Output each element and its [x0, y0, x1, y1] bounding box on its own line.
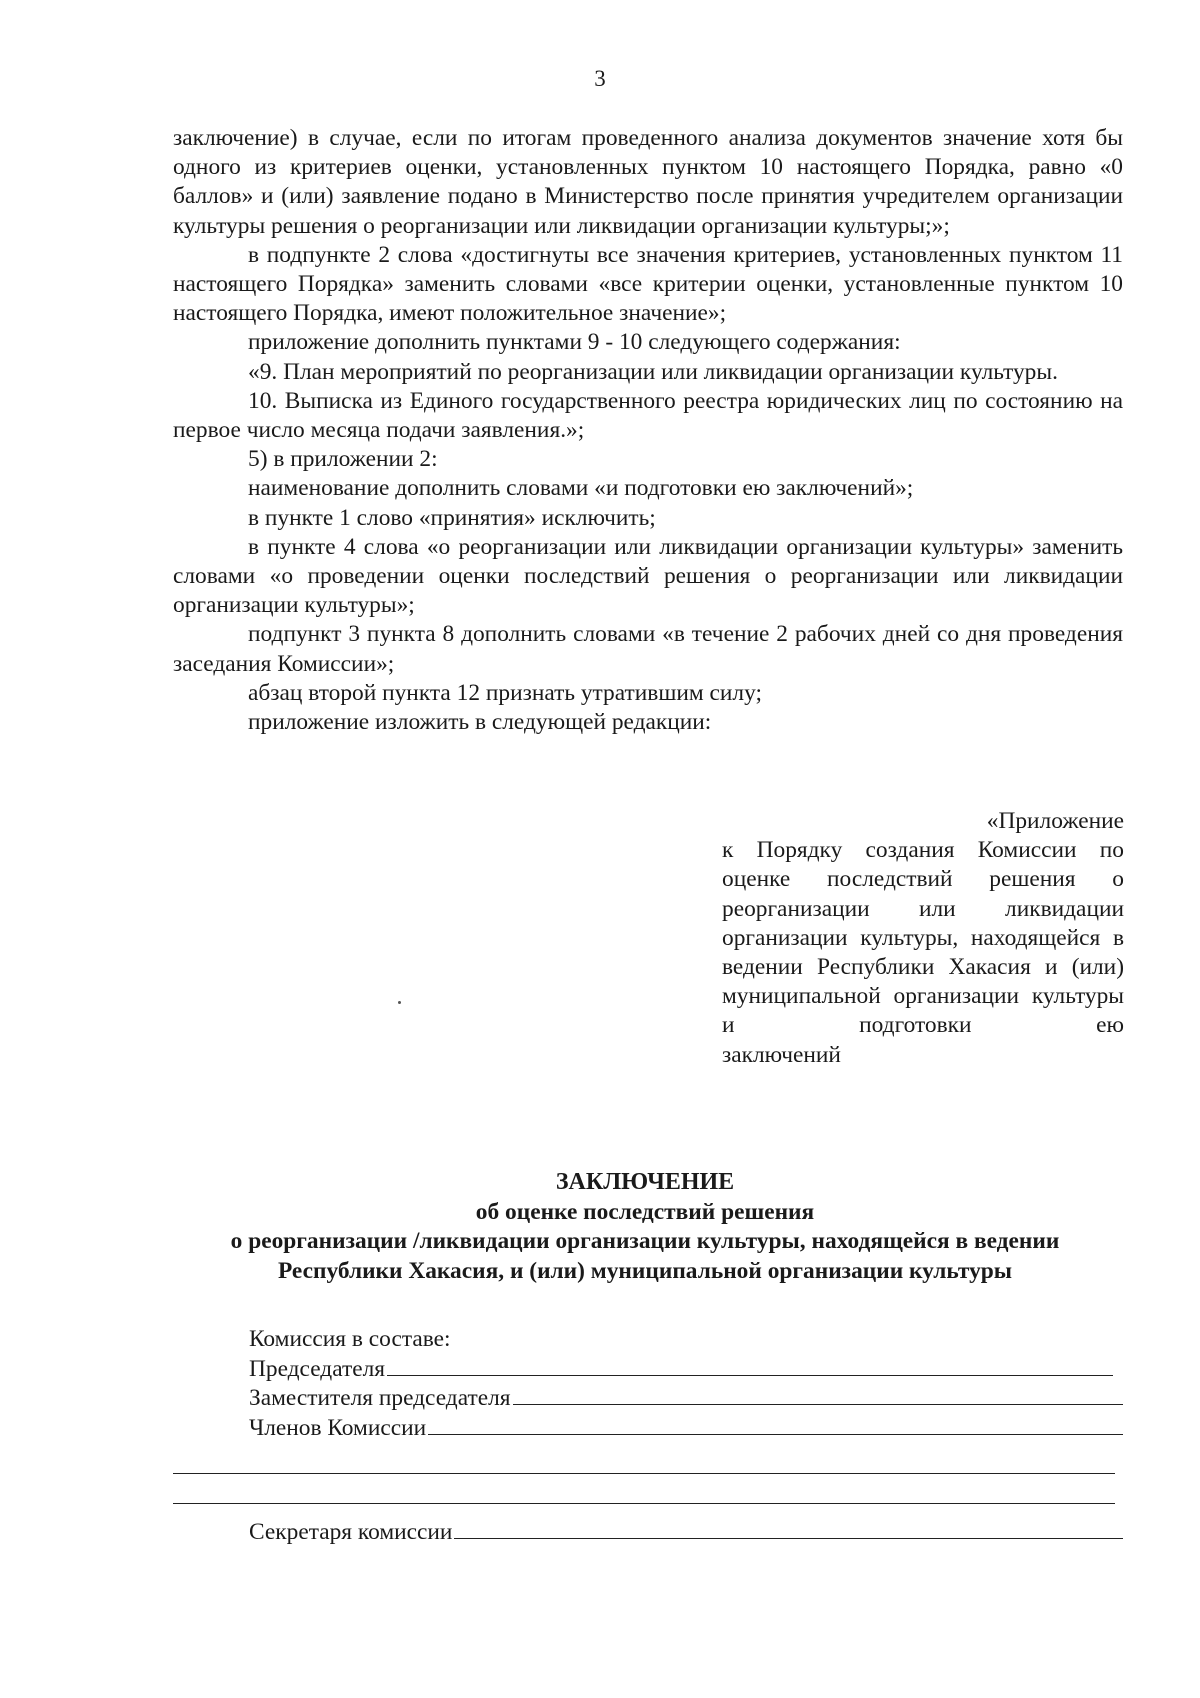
secretary-label: Секретаря комиссии: [249, 1519, 453, 1545]
paragraph-9: в пункте 4 слова «о реорганизации или ликвидации организации культуры» заменить словами «о проведении оценки последствий решения о реорганизации или ликвидации организации культуры»;: [173, 533, 1123, 619]
appendix-heading: «Приложение: [986, 808, 1124, 834]
body-text: [173, 124, 1123, 737]
appendix-body: к Порядку создания Комиссии по оценке последствий решения о реорганизации или ликвидации организации культуры, находящейся в ведении Республики Хакасия и (или) муниципальной организации культуры и подготовки ею: [722, 837, 1124, 1039]
paragraph-4: «9. План мероприятий по реорганизации или ликвидации организации культуры.: [248, 358, 1058, 385]
conclusion-title: ЗАКЛЮЧЕНИЕ: [555, 1169, 735, 1195]
commission-label: Комиссия в составе:: [249, 1326, 451, 1352]
secretary-field[interactable]: [454, 1518, 1123, 1539]
chairman-field[interactable]: [387, 1355, 1113, 1376]
paragraph-6: 5) в приложении 2:: [248, 446, 438, 473]
appendix-note: [722, 807, 1124, 1070]
conclusion-heading: [160, 1168, 1130, 1286]
paragraph-10: подпункт 3 пункта 8 дополнить словами «в течение 2 рабочих дней со дня проведения заседания Комиссии»;: [173, 621, 1123, 677]
conclusion-subtitle-2: о реорганизации /ликвидации организации культуры, находящейся в ведении: [230, 1228, 1060, 1254]
paragraph-12: приложение изложить в следующей редакции:: [248, 709, 712, 736]
paragraph-11: абзац второй пункта 12 признать утратившим силу;: [248, 679, 762, 706]
members-field[interactable]: [428, 1414, 1123, 1435]
members-extra-line-2[interactable]: [173, 1474, 1115, 1505]
paragraph-5: 10. Выписка из Единого государственного реестра юридических лиц по состоянию на первое число месяца подачи заявления.»;: [173, 387, 1123, 444]
members-label: Членов Комиссии: [249, 1414, 427, 1441]
page-number: 3: [594, 66, 606, 91]
chairman-row: [249, 1355, 1123, 1385]
conclusion-subtitle-1: об оценке последствий решения: [475, 1198, 815, 1225]
members-extra-line-1[interactable]: [173, 1443, 1115, 1474]
deputy-label: Заместителя председателя: [249, 1385, 511, 1411]
paragraph-3: приложение дополнить пунктами 9 - 10 следующего содержания:: [248, 329, 901, 356]
secretary-row: [249, 1518, 1123, 1548]
deputy-row: [249, 1384, 1123, 1414]
deputy-field[interactable]: [513, 1384, 1123, 1405]
commission-label-row: [249, 1325, 1123, 1355]
paragraph-7: наименование дополнить словами «и подготовки ею заключений»;: [248, 475, 914, 502]
members-row: [249, 1414, 1123, 1444]
form-spacer: [173, 1504, 1123, 1518]
paragraph-1: заключение) в случае, если по итогам проведенного анализа документов значение хотя бы одного из критериев оценки, установленных пунктом 10 настоящего Порядка, равно «0 баллов» и (или) заявление подано в Министерство после принятия учредителем организации культуры решения о реорганизации или ликвидации организации культуры;»;: [173, 125, 1123, 239]
paragraph-2: в подпункте 2 слова «достигнуты все значения критериев, установленных пунктом 11 настоящего Порядка» заменить словами «все критерии оценки, установленные пунктом 10 настоящего Порядка, имеют положительное значение»;: [173, 241, 1123, 327]
appendix-last-line: заключений: [722, 1041, 841, 1068]
conclusion-subtitle-3: Республики Хакасия, и (или) муниципальной организации культуры: [277, 1257, 1013, 1284]
scan-speck: [398, 1001, 401, 1004]
chairman-label: Председателя: [249, 1355, 386, 1382]
commission-form: [173, 1325, 1123, 1548]
paragraph-8: в пункте 1 слово «принятия» исключить;: [248, 504, 656, 531]
